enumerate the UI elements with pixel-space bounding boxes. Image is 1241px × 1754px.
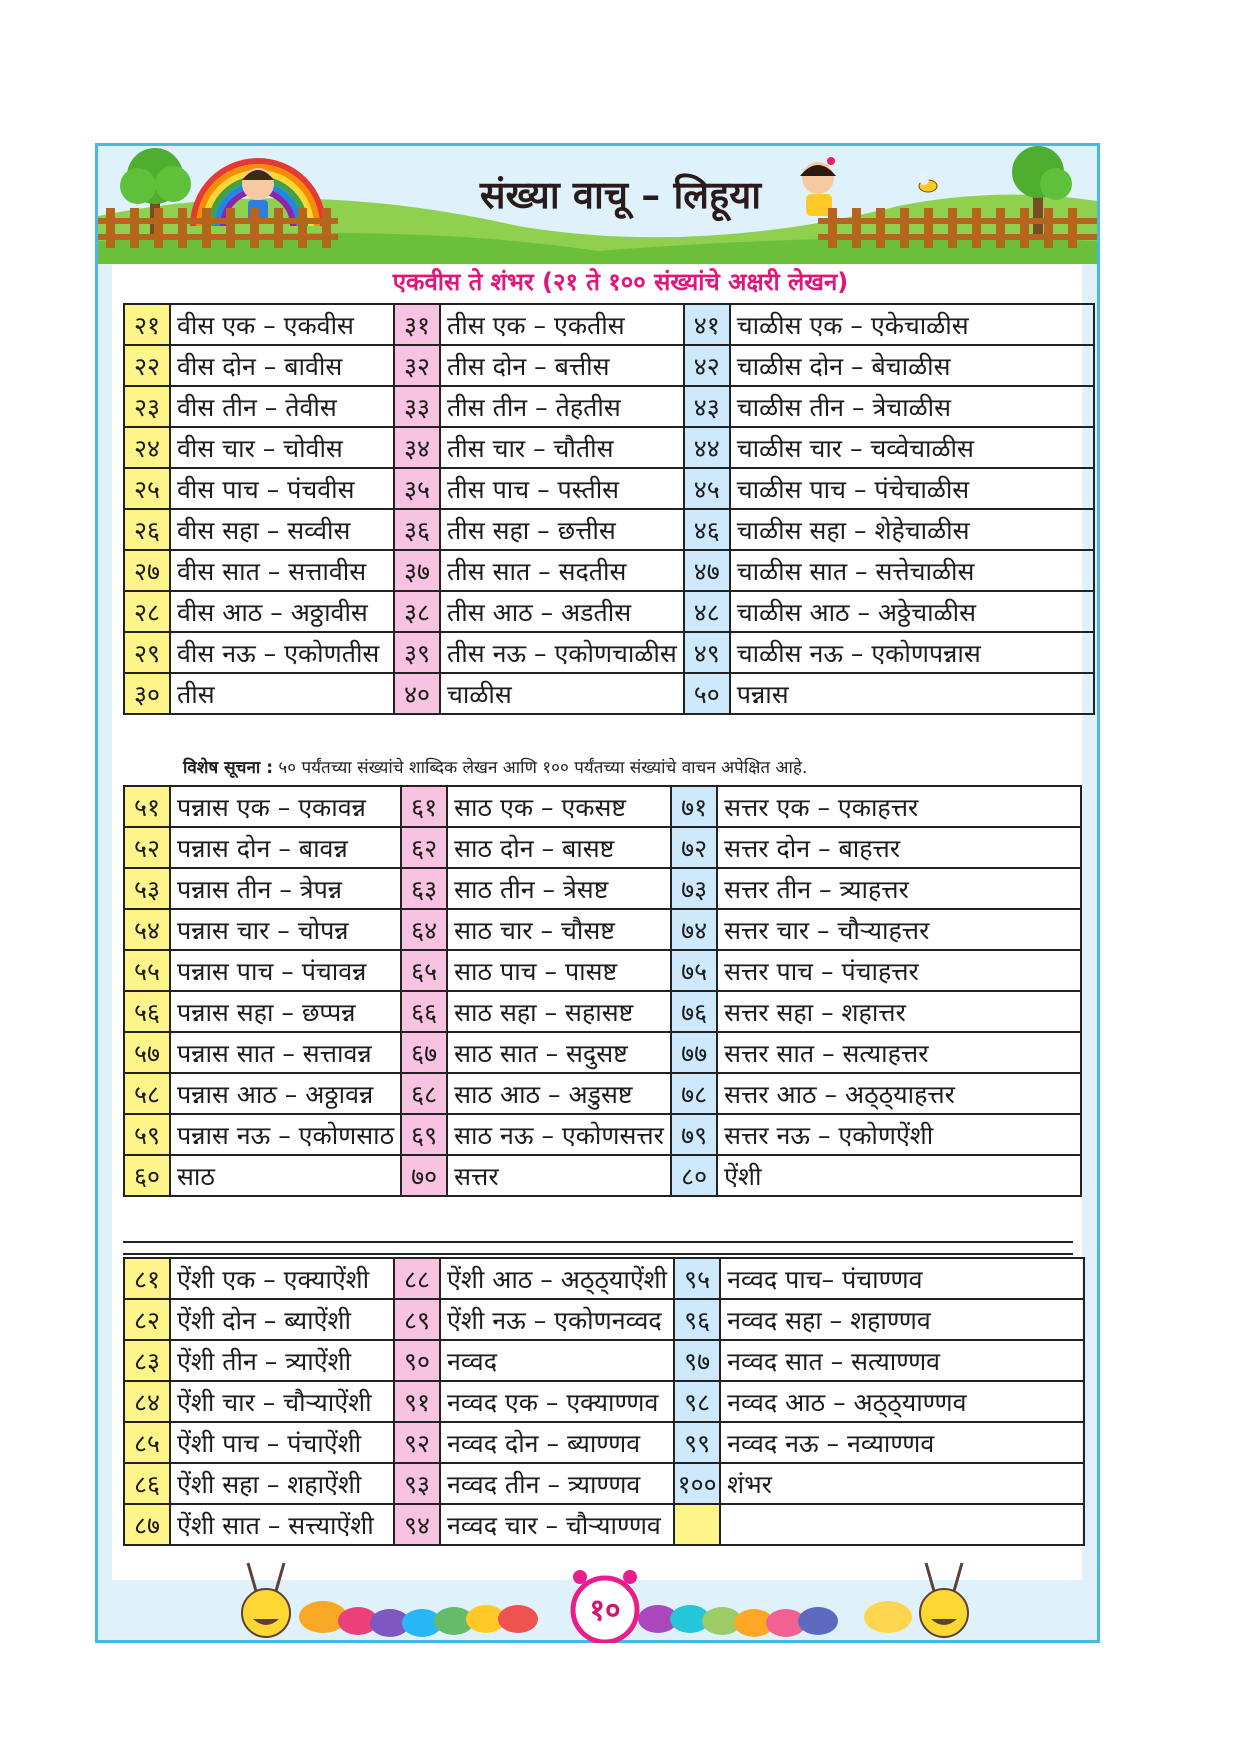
number-words-cell: सत्तर सात – सत्याहत्तर <box>717 1032 1081 1073</box>
table-row <box>124 304 1094 345</box>
table-row <box>124 632 1094 673</box>
note-label: विशेष सूचना : <box>183 758 274 778</box>
number-cell: ५३ <box>124 868 170 909</box>
number-words-cell: पन्नास चार – चोपन्न <box>170 909 401 950</box>
number-words-cell: पन्नास सात – सत्तावन्न <box>170 1032 401 1073</box>
number-words-cell: वीस तीन – तेवीस <box>170 386 394 427</box>
page-subtitle: एकवीस ते शंभर (२१ ते १०० संख्यांचे अक्षरी लेखन) <box>392 268 849 296</box>
number-words-cell: पन्नास एक – एकावन्न <box>170 786 401 827</box>
number-cell: ८५ <box>124 1422 170 1463</box>
number-words-cell: पन्नास नऊ – एकोणसाठ <box>170 1114 401 1155</box>
number-cell: ४६ <box>684 509 730 550</box>
number-words-cell: तीस दोन – बत्तीस <box>440 345 684 386</box>
table-row <box>124 591 1094 632</box>
number-words-cell: नव्वद चार – चौऱ्याण्णव <box>440 1504 674 1545</box>
number-words-cell: सत्तर <box>447 1155 671 1196</box>
table-row <box>124 1340 1084 1381</box>
number-cell: ८८ <box>394 1258 440 1299</box>
number-cell: ६० <box>124 1155 170 1196</box>
number-cell: ४० <box>394 673 440 714</box>
number-cell: ७० <box>401 1155 447 1196</box>
number-words-cell: साठ तीन – त्रेसष्ट <box>447 868 671 909</box>
number-words-cell: सत्तर सहा – शहात्तर <box>717 991 1081 1032</box>
number-cell: ६२ <box>401 827 447 868</box>
table-row <box>124 1422 1084 1463</box>
caterpillar-left-head-icon <box>242 1563 290 1637</box>
number-cell: ६८ <box>401 1073 447 1114</box>
number-cell: ७६ <box>671 991 717 1032</box>
number-cell: २९ <box>124 632 170 673</box>
number-words-cell: ऐंशी नऊ – एकोणनव्वद <box>440 1299 674 1340</box>
number-words-cell: पन्नास दोन – बावन्न <box>170 827 401 868</box>
number-cell: २८ <box>124 591 170 632</box>
number-cell: ६७ <box>401 1032 447 1073</box>
number-cell: ७८ <box>671 1073 717 1114</box>
number-words-cell: नव्वद पाच– पंचाण्णव <box>720 1258 1084 1299</box>
number-cell: ४२ <box>684 345 730 386</box>
number-words-cell: चाळीस पाच – पंचेचाळीस <box>730 468 1094 509</box>
number-words-cell: सत्तर दोन – बाहत्तर <box>717 827 1081 868</box>
table-row <box>124 868 1081 909</box>
number-words-cell: सत्तर चार – चौऱ्याहत्तर <box>717 909 1081 950</box>
number-words-cell: ऐंशी चार – चौऱ्याऐंशी <box>170 1381 394 1422</box>
number-words-cell: ऐंशी सहा – शहाऐंशी <box>170 1463 394 1504</box>
number-cell: ३५ <box>394 468 440 509</box>
number-cell: ३४ <box>394 427 440 468</box>
number-words-cell: चाळीस सात – सत्तेचाळीस <box>730 550 1094 591</box>
number-words-cell: तीस <box>170 673 394 714</box>
number-cell: २३ <box>124 386 170 427</box>
numbers-table-81-100 <box>123 1257 1085 1546</box>
number-words-cell: तीस सात – सदतीस <box>440 550 684 591</box>
number-cell: ८१ <box>124 1258 170 1299</box>
number-cell: ६५ <box>401 950 447 991</box>
number-cell: ४७ <box>684 550 730 591</box>
number-cell: ४९ <box>684 632 730 673</box>
number-cell: ५२ <box>124 827 170 868</box>
number-words-cell: पन्नास पाच – पंचावन्न <box>170 950 401 991</box>
number-cell: ७३ <box>671 868 717 909</box>
table-row <box>124 468 1094 509</box>
table-row <box>124 1258 1084 1299</box>
table-row <box>124 1073 1081 1114</box>
number-cell: ७९ <box>671 1114 717 1155</box>
number-cell: ४४ <box>684 427 730 468</box>
number-cell: ६४ <box>401 909 447 950</box>
number-words-cell: साठ नऊ – एकोणसत्तर <box>447 1114 671 1155</box>
number-cell: ७२ <box>671 827 717 868</box>
number-cell: ८० <box>671 1155 717 1196</box>
number-cell: २१ <box>124 304 170 345</box>
number-cell: ९१ <box>394 1381 440 1422</box>
number-words-cell: सत्तर एक – एकाहत्तर <box>717 786 1081 827</box>
number-cell: ६१ <box>401 786 447 827</box>
number-words-cell: ऐंशी एक – एक्याऐंशी <box>170 1258 394 1299</box>
number-cell: ६६ <box>401 991 447 1032</box>
table-row <box>124 509 1094 550</box>
number-cell: २४ <box>124 427 170 468</box>
table-row <box>124 427 1094 468</box>
number-cell: ८९ <box>394 1299 440 1340</box>
number-cell: ४५ <box>684 468 730 509</box>
number-words-cell: वीस पाच – पंचवीस <box>170 468 394 509</box>
number-words-cell: पन्नास आठ – अठ्ठावन्न <box>170 1073 401 1114</box>
number-cell: ९९ <box>674 1422 720 1463</box>
table-row <box>124 1114 1081 1155</box>
number-cell: ३८ <box>394 591 440 632</box>
number-words-cell: ऐंशी सात – सत्त्याऐंशी <box>170 1504 394 1545</box>
number-cell: ८७ <box>124 1504 170 1545</box>
number-words-cell: चाळीस चार – चव्वेचाळीस <box>730 427 1094 468</box>
table-row <box>124 786 1081 827</box>
table-separator <box>123 1241 1073 1255</box>
page-number: १० <box>589 1593 621 1628</box>
number-words-cell: पन्नास सहा – छप्पन्न <box>170 991 401 1032</box>
number-cell: ५४ <box>124 909 170 950</box>
number-cell: ३० <box>124 673 170 714</box>
number-words-cell: चाळीस दोन – बेचाळीस <box>730 345 1094 386</box>
table-row <box>124 991 1081 1032</box>
number-words-cell: नव्वद सात – सत्याण्णव <box>720 1340 1084 1381</box>
number-cell: ९५ <box>674 1258 720 1299</box>
table-row <box>124 950 1081 991</box>
number-words-cell: वीस दोन – बावीस <box>170 345 394 386</box>
number-cell: ६३ <box>401 868 447 909</box>
table-row <box>124 345 1094 386</box>
number-words-cell: ऐंशी <box>717 1155 1081 1196</box>
number-cell: ५१ <box>124 786 170 827</box>
note-text: ५० पर्यंतच्या संख्यांचे शाब्दिक लेखन आणि १०० पर्यंतच्या संख्यांचे वाचन अपेक्षित आहे. <box>278 758 808 778</box>
number-words-cell: तीस तीन – तेहतीस <box>440 386 684 427</box>
number-words-cell: नव्वद तीन – त्र्याण्णव <box>440 1463 674 1504</box>
table-row <box>124 1381 1084 1422</box>
table-row <box>124 909 1081 950</box>
caterpillar-right-head-icon <box>920 1563 968 1637</box>
number-words-cell: सत्तर नऊ – एकोणऐंशी <box>717 1114 1081 1155</box>
number-cell: ४८ <box>684 591 730 632</box>
number-words-cell: नव्वद आठ – अठ्ठ्याण्णव <box>720 1381 1084 1422</box>
number-cell <box>674 1504 720 1545</box>
number-words-cell: साठ सात – सदुसष्ट <box>447 1032 671 1073</box>
number-cell: ८३ <box>124 1340 170 1381</box>
number-words-cell: पन्नास <box>730 673 1094 714</box>
table-row <box>124 1463 1084 1504</box>
number-cell: ७७ <box>671 1032 717 1073</box>
number-words-cell: नव्वद <box>440 1340 674 1381</box>
number-cell: ३९ <box>394 632 440 673</box>
special-note <box>123 753 1073 783</box>
number-words-cell: वीस सात – सत्तावीस <box>170 550 394 591</box>
number-cell: ९० <box>394 1340 440 1381</box>
number-cell: ५० <box>684 673 730 714</box>
number-words-cell: नव्वद एक – एक्याण्णव <box>440 1381 674 1422</box>
number-words-cell: चाळीस एक – एकेचाळीस <box>730 304 1094 345</box>
table-row <box>124 1155 1081 1196</box>
number-words-cell: पन्नास तीन – त्रेपन्न <box>170 868 401 909</box>
number-words-cell: वीस एक – एकवीस <box>170 304 394 345</box>
number-words-cell: वीस चार – चोवीस <box>170 427 394 468</box>
number-cell: ७१ <box>671 786 717 827</box>
number-words-cell: वीस सहा – सव्वीस <box>170 509 394 550</box>
number-words-cell: नव्वद सहा – शहाण्णव <box>720 1299 1084 1340</box>
number-cell: ६९ <box>401 1114 447 1155</box>
number-words-cell: सत्तर आठ – अठ्ठ्याहत्तर <box>717 1073 1081 1114</box>
number-cell: ८४ <box>124 1381 170 1422</box>
number-cell: ३२ <box>394 345 440 386</box>
table-row <box>124 386 1094 427</box>
number-cell: ३१ <box>394 304 440 345</box>
number-cell: ५८ <box>124 1073 170 1114</box>
number-cell: ९२ <box>394 1422 440 1463</box>
number-cell: ९८ <box>674 1381 720 1422</box>
table-row <box>124 673 1094 714</box>
number-cell: १०० <box>674 1463 720 1504</box>
number-cell: ३७ <box>394 550 440 591</box>
number-words-cell: सत्तर पाच – पंचाहत्तर <box>717 950 1081 991</box>
number-cell: ५६ <box>124 991 170 1032</box>
number-cell: ५९ <box>124 1114 170 1155</box>
number-words-cell: नव्वद दोन – ब्याण्णव <box>440 1422 674 1463</box>
number-cell: २५ <box>124 468 170 509</box>
number-words-cell: सत्तर तीन – त्र्याहत्तर <box>717 868 1081 909</box>
number-cell: ४१ <box>684 304 730 345</box>
number-words-cell: ऐंशी पाच – पंचाऐंशी <box>170 1422 394 1463</box>
number-words-cell: नव्वद नऊ – नव्याण्णव <box>720 1422 1084 1463</box>
table-row <box>124 550 1094 591</box>
number-words-cell: साठ दोन – बासष्ट <box>447 827 671 868</box>
numbers-table-21-50 <box>123 303 1095 715</box>
table-row <box>124 1032 1081 1073</box>
number-words-cell: चाळीस <box>440 673 684 714</box>
number-words-cell: तीस आठ – अडतीस <box>440 591 684 632</box>
number-words-cell: चाळीस सहा – शेहेचाळीस <box>730 509 1094 550</box>
number-cell: ३६ <box>394 509 440 550</box>
number-words-cell: तीस एक – एकतीस <box>440 304 684 345</box>
number-words-cell: साठ चार – चौसष्ट <box>447 909 671 950</box>
number-words-cell: चाळीस नऊ – एकोणपन्नास <box>730 632 1094 673</box>
number-words-cell: तीस नऊ – एकोणचाळीस <box>440 632 684 673</box>
number-words-cell: वीस आठ – अठ्ठावीस <box>170 591 394 632</box>
number-words-cell: साठ एक – एकसष्ट <box>447 786 671 827</box>
number-cell: ९४ <box>394 1504 440 1545</box>
number-words-cell: तीस पाच – पस्तीस <box>440 468 684 509</box>
number-cell: २२ <box>124 345 170 386</box>
page-title: संख्या वाचू – लिहूया <box>479 172 762 217</box>
numbers-table-51-80 <box>123 785 1082 1197</box>
number-cell: २७ <box>124 550 170 591</box>
number-words-cell: शंभर <box>720 1463 1084 1504</box>
number-words-cell: ऐंशी आठ – अठ्ठ्याऐंशी <box>440 1258 674 1299</box>
number-words-cell: वीस नऊ – एकोणतीस <box>170 632 394 673</box>
number-words-cell: साठ सहा – सहासष्ट <box>447 991 671 1032</box>
number-cell: २६ <box>124 509 170 550</box>
number-words-cell <box>720 1504 1084 1545</box>
number-cell: ५५ <box>124 950 170 991</box>
number-cell: ३३ <box>394 386 440 427</box>
number-cell: ९७ <box>674 1340 720 1381</box>
number-cell: ९६ <box>674 1299 720 1340</box>
number-words-cell: ऐंशी दोन – ब्याऐंशी <box>170 1299 394 1340</box>
number-words-cell: साठ <box>170 1155 401 1196</box>
number-words-cell: तीस चार – चौतीस <box>440 427 684 468</box>
number-words-cell: चाळीस आठ – अठ्ठेचाळीस <box>730 591 1094 632</box>
table-row <box>124 1504 1084 1545</box>
number-cell: ७५ <box>671 950 717 991</box>
number-cell: ८२ <box>124 1299 170 1340</box>
number-words-cell: साठ आठ – अडुसष्ट <box>447 1073 671 1114</box>
number-cell: ८६ <box>124 1463 170 1504</box>
number-cell: ४३ <box>684 386 730 427</box>
number-cell: ७४ <box>671 909 717 950</box>
number-cell: ९३ <box>394 1463 440 1504</box>
number-words-cell: साठ पाच – पासष्ट <box>447 950 671 991</box>
table-row <box>124 1299 1084 1340</box>
number-words-cell: ऐंशी तीन – त्र्याऐंशी <box>170 1340 394 1381</box>
table-row <box>124 827 1081 868</box>
number-words-cell: चाळीस तीन – त्रेचाळीस <box>730 386 1094 427</box>
number-words-cell: तीस सहा – छत्तीस <box>440 509 684 550</box>
number-cell: ५७ <box>124 1032 170 1073</box>
